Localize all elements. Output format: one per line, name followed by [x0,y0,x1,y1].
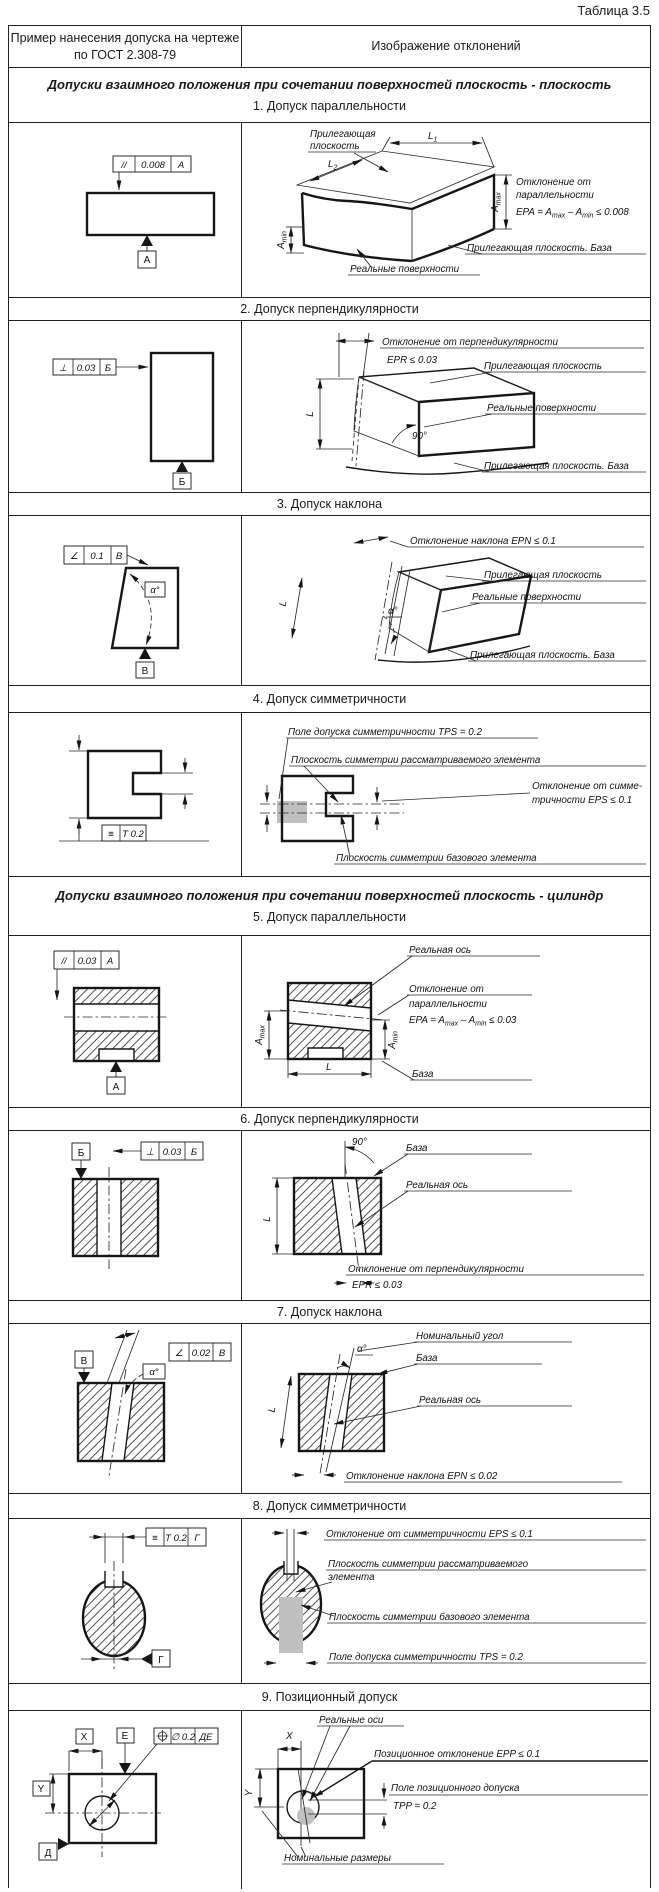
table-caption: Таблица 3.5 [577,3,650,18]
tolerance-frame [102,825,146,841]
row4-title-band [9,686,650,713]
tolerance-frame [146,1528,206,1546]
dim-L [305,379,354,449]
row4 [9,713,650,877]
row6-right-figure [242,1131,650,1299]
dim-deviation [354,537,388,543]
label-base [378,1353,542,1374]
row8 [9,1519,650,1684]
deviation-text [378,984,532,1028]
label-deviation [324,1529,646,1540]
formula: EPA = $A_{max} - A_{min} \le 0.008$ [516,207,629,220]
section-b-title: Допуски взаимного положения при сочетании поверхностей плоскость - цилиндр [55,888,604,903]
dim-y [33,1774,69,1813]
label-nominal-angle [358,1331,572,1351]
row7-left-cell [9,1324,242,1493]
svg-text:0.03: 0.03 [77,956,97,967]
workpiece [87,193,214,235]
datum-symbol [75,1351,93,1383]
svg-text:Плоскость симметрии базового э: Плоскость симметрии базового элемента [336,853,537,864]
label-real-axis [344,945,540,1006]
svg-text:Amin: $A_{min}$ [387,1031,400,1049]
svg-text:Г: Г [194,1533,200,1544]
datum-symbol [72,1143,90,1179]
datum-symbol [136,648,154,678]
row7 [9,1324,650,1494]
label-tolerance-zone [384,1783,648,1829]
row2-title-band [9,298,650,321]
alpha-box [145,582,165,597]
svg-text:Прилегающая плоскость. База: Прилегающая плоскость. База [467,243,612,254]
svg-text:α°: α° [357,1344,367,1355]
row3-right-cell [242,516,650,685]
row2-right-cell [242,321,650,492]
label-real-surfaces [442,592,646,612]
svg-text:T 0.2: T 0.2 [165,1533,187,1544]
svg-text:Поле позиционного допуска: Поле позиционного допуска [391,1783,520,1794]
svg-text:Номинальный угол: Номинальный угол [416,1331,504,1342]
label-deviation [292,1471,622,1482]
label-adjacent-plane [446,570,646,581]
svg-text:плоскость: плоскость [310,141,360,152]
row5-left-figure [9,936,240,1106]
svg-text:Реальная ось: Реальная ось [419,1395,482,1406]
svg-text:Г: Г [158,1655,164,1666]
svg-text:α°: α° [149,1367,159,1378]
section-b-band [9,877,650,936]
svg-text:α°: α° [388,606,398,617]
svg-text:База: База [406,1143,428,1154]
svg-text:Отклонение от: Отклонение от [409,984,484,995]
row8-title-band [9,1494,650,1519]
row6-title: 6. Допуск перпендикулярности [240,1112,419,1126]
svg-text:L: L [277,599,290,608]
workpiece [278,1769,364,1838]
tolerance-frame [64,546,127,564]
svg-text:Y: Y [37,1784,45,1795]
workpiece [64,988,169,1061]
label-symmetry-plane-base [334,815,646,864]
row1 [9,123,650,298]
svg-text:Реальные поверхности: Реальные поверхности [487,403,597,414]
svg-text:∅ 0.2: ∅ 0.2 [170,1732,196,1743]
workpiece [280,983,384,1059]
row2-left-cell [9,321,242,492]
section-a-title: Допуски взаимного положения при сочетании поверхностей плоскость - плоскость [47,77,612,92]
svg-text:Реальные поверхности: Реальные поверхности [472,592,582,603]
svg-text:Отклонение от симме-: Отклонение от симме- [532,781,643,792]
row9-right-cell [242,1711,650,1889]
svg-text:параллельности: параллельности [409,999,487,1010]
angle-alpha [337,1344,373,1368]
svg-text:Отклонение от: Отклонение от [516,177,591,188]
row5-title: 5. Допуск параллельности [253,910,406,924]
svg-text:Отклонение от симметричности E: Отклонение от симметричности EPS ≤ 0.1 [326,1529,533,1540]
svg-text:В: В [218,1348,226,1359]
svg-text:L2: $L_2$ [328,159,338,172]
svg-text:90°: 90° [352,1137,367,1148]
svg-text:База: База [412,1069,434,1080]
row8-left-cell [9,1519,242,1683]
label-symmetry-plane-base [301,1605,646,1623]
row1-right-figure [242,123,650,296]
svg-text:Прилегающая плоскость: Прилегающая плоскость [484,361,602,372]
row1-left-figure [9,123,240,296]
angle-90 [345,1137,374,1163]
real-axis-line [280,1010,384,1020]
tolerance-frame [169,1343,231,1361]
svg-text:База: База [416,1353,438,1364]
svg-text:L: L [262,1216,273,1222]
workpiece [69,1774,156,1843]
section-a-band [9,68,650,123]
header-col-example [9,26,242,67]
row9-right-figure [242,1711,650,1887]
header-col1-line2: по ГОСТ 2.308-79 [73,47,177,62]
dim-L1 [382,131,494,167]
dim-a-min [371,1020,400,1059]
row4-right-cell [242,713,650,876]
datum-letter: А [143,255,151,266]
tolerance-frame [53,359,116,375]
svg-text:0.03: 0.03 [76,363,96,374]
svg-text:элемента: элемента [328,1572,375,1583]
frame-datum-ref: А [177,160,185,171]
tolerance-table [8,25,651,1888]
svg-text:Б: Б [77,1148,85,1159]
label-real-axis [355,1180,572,1227]
svg-text:Реальные поверхности: Реальные поверхности [350,264,460,275]
row5-left-cell [9,936,242,1107]
label-deviation: Отклонение от перпендикулярности [382,337,558,348]
workpiece [78,1369,164,1476]
svg-text:Е: Е [121,1731,129,1742]
svg-text:Позиционное отклонение EPP ≤: Позиционное отклонение EPP ≤ 0.1 [374,1749,541,1760]
label-deviation [334,1264,644,1291]
real-surface-block [302,175,494,261]
svg-text:Плоскость симметрии рассматрив: Плоскость симметрии рассматриваемого [328,1559,529,1570]
frame-value: 0.008 [141,160,165,171]
svg-text:⊥: ⊥ [58,363,68,374]
workpiece [83,1561,145,1669]
row3 [9,516,650,686]
svg-text:А: А [106,956,114,967]
svg-text://: // [61,956,67,967]
svg-text:Amax: $A_{max}$ [254,1025,267,1045]
dim-a-min [276,227,304,253]
label-base [374,1143,532,1176]
svg-text:Прилегающая: Прилегающая [310,129,376,140]
header-col-deviations [242,26,650,67]
header-col1-line1: Пример нанесения допуска на чертеже [10,30,240,45]
row6-right-cell [242,1131,650,1300]
adjacent-plane [297,151,494,203]
svg-text:В: В [141,666,149,677]
svg-text:L: L [326,1062,332,1073]
row3-title-band [9,493,650,516]
datum-symbol [138,235,156,268]
row1-right-cell [242,123,650,297]
svg-text:Поле допуска симметричности TP: Поле допуска симметричности TPS = 0.2 [288,727,482,738]
svg-text:∠: ∠ [174,1348,184,1359]
row2-right-figure [242,321,650,491]
formula: EPA = $A_{max} - A_{min} \le 0.03$ [409,1015,517,1028]
svg-text:В: В [80,1356,88,1367]
svg-text:L: L [266,1406,279,1414]
row2-left-figure [9,321,240,491]
label-real-surfaces [348,249,480,275]
datum-symbol [173,461,191,489]
svg-text:Прилегающая плоскость: Прилегающая плоскость [484,570,602,581]
row7-title-band [9,1301,650,1324]
row9-left-figure [9,1711,240,1887]
dim-L [278,578,302,638]
svg-text:Поле допуска симметричности TP: Поле допуска симметричности TPS = 0.2 [329,1652,523,1663]
svg-text:α°: α° [150,585,160,596]
svg-text:90°: 90° [412,431,427,442]
svg-text:Реальные оси: Реальные оси [319,1715,384,1726]
row6-left-figure [9,1131,240,1299]
row9 [9,1711,650,1889]
workpiece-block [346,368,548,474]
svg-text:⊥: ⊥ [145,1147,155,1158]
row2-title: 2. Допуск перпендикулярности [240,302,419,316]
row5-right-cell [242,936,650,1107]
row7-left-figure [9,1324,240,1492]
frame-leader-arrow [109,1744,157,1801]
label-epr: EPR ≤ 0.03 [387,355,438,366]
frame-leader-arrow [127,555,148,565]
svg-text:Отклонение наклона EPN ≤ 0.02: Отклонение наклона EPN ≤ 0.02 [346,1471,498,1482]
row9-title-band [9,1684,650,1711]
table-header-row [9,26,650,68]
dim-x [278,1731,301,1846]
svg-text:Д: Д [44,1848,52,1859]
datum-symbol-d [39,1838,69,1860]
tolerance-frame [113,156,191,172]
svg-text:А: А [112,1082,120,1093]
row4-title: 4. Допуск симметричности [252,692,407,706]
svg-text:Плоскость симметрии базового э: Плоскость симметрии базового элемента [329,1612,530,1623]
label-base [382,1061,532,1080]
dim-x [69,1729,102,1771]
svg-text:L1: $L_1$ [428,131,438,144]
workpiece [261,1529,321,1653]
label-tolerance-zone [264,1652,646,1663]
label-base-plane [454,461,646,472]
tolerance-frame [154,1728,218,1744]
row1-left-cell [9,123,242,297]
svg-text:Реальная ось: Реальная ось [406,1180,469,1191]
row5 [9,936,650,1108]
svg-text:0.03: 0.03 [162,1147,182,1158]
workpiece [294,1141,381,1271]
svg-text:Б: Б [104,363,112,374]
dim-L [267,1376,291,1448]
row8-right-figure [242,1519,650,1682]
svg-text:0.1: 0.1 [90,551,104,562]
row8-right-cell [242,1519,650,1683]
row2 [9,321,650,493]
workpiece [151,353,213,461]
label-deviation [382,781,643,806]
header-col2-text: Изображение отклонений [371,39,521,54]
row6-left-cell [9,1131,242,1300]
row9-title: 9. Позиционный допуск [261,1690,398,1704]
svg-text:X: X [286,1731,293,1742]
angle-90 [392,425,427,443]
svg-text:Б: Б [178,477,186,488]
row9-left-cell [9,1711,242,1889]
label-base-plane [448,650,646,661]
workpiece [299,1348,384,1474]
dim-a-max [254,1011,288,1059]
datum-symbol [107,1061,125,1094]
hole [287,1769,387,1843]
row6-title-band [9,1108,650,1131]
svg-text:В: В [115,551,123,562]
svg-text:EPR ≤ 0.03: EPR ≤ 0.03 [352,1280,403,1291]
label-symmetry-plane-element [296,1559,646,1592]
dim-L [262,1178,294,1254]
datum-symbol-e [117,1728,134,1774]
svg-text:Б: Б [190,1147,198,1158]
dim-deviation [336,333,374,377]
svg-text:L: L [305,411,316,417]
svg-text:0.02: 0.02 [191,1348,211,1359]
row8-title: 8. Допуск симметричности [252,1499,407,1513]
row5-right-figure [242,936,650,1106]
svg-text:TPP = 0.2: TPP = 0.2 [393,1801,437,1812]
tolerance-zone [279,1597,303,1653]
svg-text:≡: ≡ [108,829,114,840]
svg-text:≡: ≡ [152,1533,158,1544]
row3-right-figure [242,516,650,684]
svg-text:Плоскость симметрии рассматрив: Плоскость симметрии рассматриваемого элемента [291,755,541,766]
label-adjacent-plane [430,361,646,383]
svg-text:Amax: $A_{max}$ [490,192,503,212]
row4-left-figure [9,713,240,875]
dim-L [288,1059,371,1078]
svg-text:Y: Y [244,1789,255,1797]
svg-text:тричности EPS ≤ 0.1: тричности EPS ≤ 0.1 [532,795,633,806]
svg-text:Реальная ось: Реальная ось [409,945,472,956]
svg-text:Прилегающая плоскость. База: Прилегающая плоскость. База [470,650,615,661]
svg-text:X: X [80,1732,88,1743]
row3-left-figure [9,516,240,684]
tolerance-frame [54,951,119,969]
svg-text:Номинальные размеры: Номинальные размеры [284,1853,391,1864]
row7-right-figure [242,1324,650,1492]
svg-text:∠: ∠ [69,551,79,562]
svg-text:параллельности: параллельности [516,190,594,201]
row7-title: 7. Допуск наклона [276,1305,383,1319]
workpiece [112,568,178,648]
row4-left-cell [9,713,242,876]
angle-alpha [383,606,402,644]
row3-title: 3. Допуск наклона [276,497,383,511]
row6 [9,1131,650,1301]
svg-text:Отклонение от перпендикулярнос: Отклонение от перпендикулярности [348,1264,524,1275]
row8-left-figure [9,1519,240,1682]
workpiece [88,751,161,818]
svg-text:T 0.2: T 0.2 [122,829,144,840]
row7-right-cell [242,1324,650,1493]
frame-symbol: // [121,160,127,171]
row3-left-cell [9,516,242,685]
workpiece [73,1167,158,1269]
label-deviation: Отклонение наклона EPN ≤ 0.1 [410,536,556,547]
deviation-text [516,177,629,220]
svg-text:Amin: $A_{min}$ [276,231,289,249]
row1-title: 1. Допуск параллельности [253,99,406,113]
row4-right-figure [242,713,650,875]
tolerance-frame [141,1142,203,1160]
svg-text:Прилегающая плоскость. База: Прилегающая плоскость. База [484,461,629,472]
svg-text:ДЕ: ДЕ [199,1732,213,1743]
label-base-plane [448,243,646,254]
